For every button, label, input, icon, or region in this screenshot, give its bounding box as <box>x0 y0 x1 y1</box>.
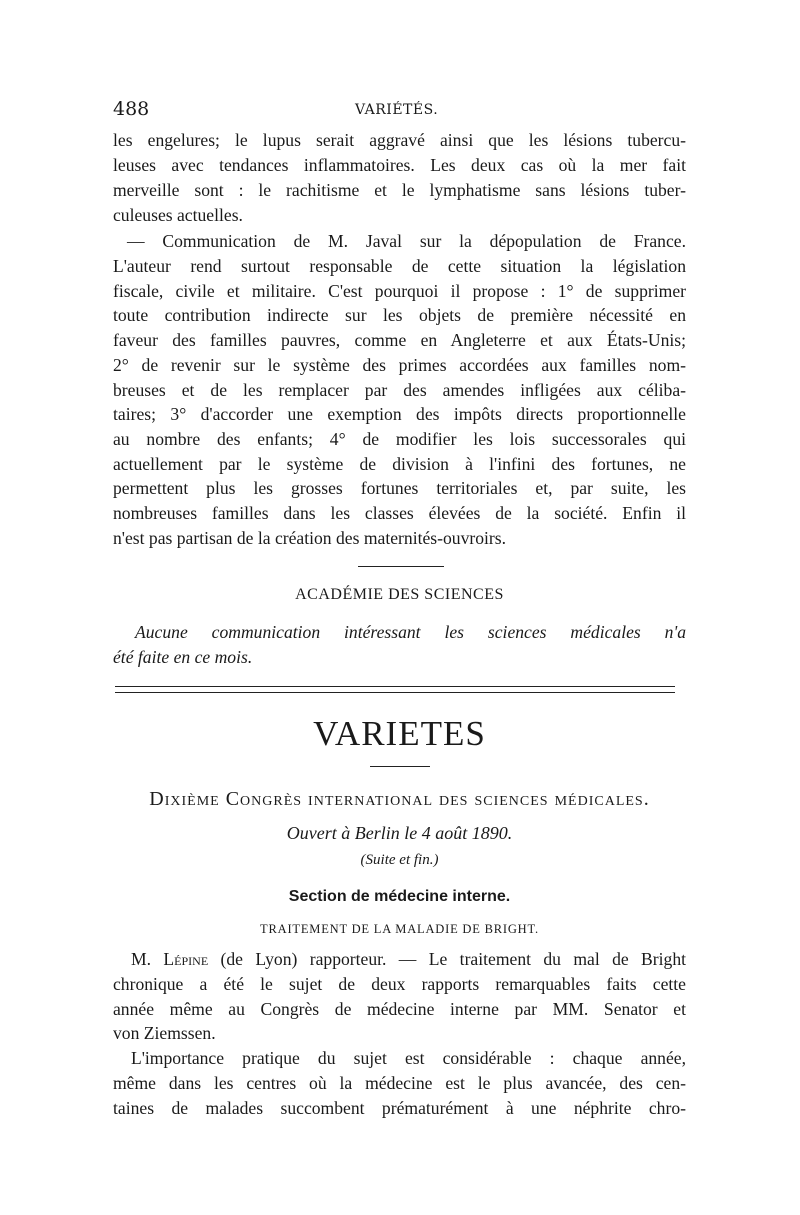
speaker-name: M. Lépine <box>131 949 209 969</box>
section-divider <box>358 566 444 567</box>
text-line: au nombre des enfants; 4° de modifier les lois successorales qui <box>113 429 686 449</box>
text-line: leuses avec tendances inflammatoires. Les deux cas où la mer fait <box>113 155 686 175</box>
congres-date: Ouvert à Berlin le 4 août 1890. <box>286 823 513 843</box>
page-header <box>113 98 685 122</box>
text-line: von Ziemssen. <box>113 1023 216 1043</box>
text-line: nombreuses familles dans les classes élevées de la société. Enfin il <box>113 503 686 523</box>
text-line: fiscale, civile et militaire. C'est pourquoi il propose : 1° de supprimer <box>113 281 686 301</box>
text-line: 2° de revenir sur le système des primes accordées aux familles nom- <box>113 355 686 375</box>
subsection-heading: TRAITEMENT DE LA MALADIE DE BRIGHT. <box>260 922 539 936</box>
text-line: L'importance pratique du sujet est considérable : chaque année, <box>131 1048 686 1068</box>
text-line: taires; 3° d'accorder une exemption des impôts directs proportionnelle <box>113 404 686 424</box>
text-line: les engelures; le lupus serait aggravé ainsi que les lésions tubercu- <box>113 130 686 150</box>
text-line: — Communication de M. Javal sur la dépopulation de France. <box>127 231 686 251</box>
varietes-title: VARIETES <box>313 714 486 753</box>
title-underline <box>370 766 430 767</box>
congres-title: Dixième Congrès international des sciences médicales. <box>149 788 650 810</box>
text-line: chronique a été le sujet de deux rapports remarquables faits cette <box>113 974 686 994</box>
text-line: actuellement par le système de division à l'infini des fortunes, ne <box>113 454 686 474</box>
text-line: breuses et de les remplacer par des amendes infligées aux céliba- <box>113 380 686 400</box>
text-line <box>131 947 686 972</box>
text-line: L'auteur rend surtout responsable de cette situation la législation <box>113 256 686 276</box>
text-line: Aucune communication intéressant les sciences médicales n'a <box>135 622 686 642</box>
text-line: même dans les centres où la médecine est le plus avancée, des cen- <box>113 1073 686 1093</box>
academie-heading: ACADÉMIE DES SCIENCES <box>295 586 504 603</box>
text-line: culeuses actuelles. <box>113 205 243 225</box>
text-line: taines de malades succombent prématurément à une néphrite chro- <box>113 1098 686 1118</box>
text-line: faveur des familles pauvres, comme en Angleterre et aux États-Unis; <box>113 330 686 350</box>
text-line: toute contribution indirecte sur les objets de première nécessité en <box>113 305 686 325</box>
running-title: VARIÉTÉS. <box>355 102 439 118</box>
text-line-rest: (de Lyon) rapporteur. — Le traitement du mal de Bright <box>220 949 686 969</box>
section-heading: Section de médecine interne. <box>288 888 511 905</box>
text-line: été faite en ce mois. <box>113 647 253 667</box>
suite-note: (Suite et fin.) <box>360 852 439 868</box>
text-line: année même au Congrès de médecine interne par MM. Senator et <box>113 999 686 1019</box>
text-line: permettent plus les grosses fortunes territoriales et, par suite, les <box>113 478 686 498</box>
double-rule-divider <box>115 686 675 693</box>
page-number: 488 <box>113 98 150 120</box>
text-line: n'est pas partisan de la création des maternités-ouvroirs. <box>113 528 507 548</box>
text-line: merveille sont : le rachitisme et le lymphatisme sans lésions tuber- <box>113 180 686 200</box>
